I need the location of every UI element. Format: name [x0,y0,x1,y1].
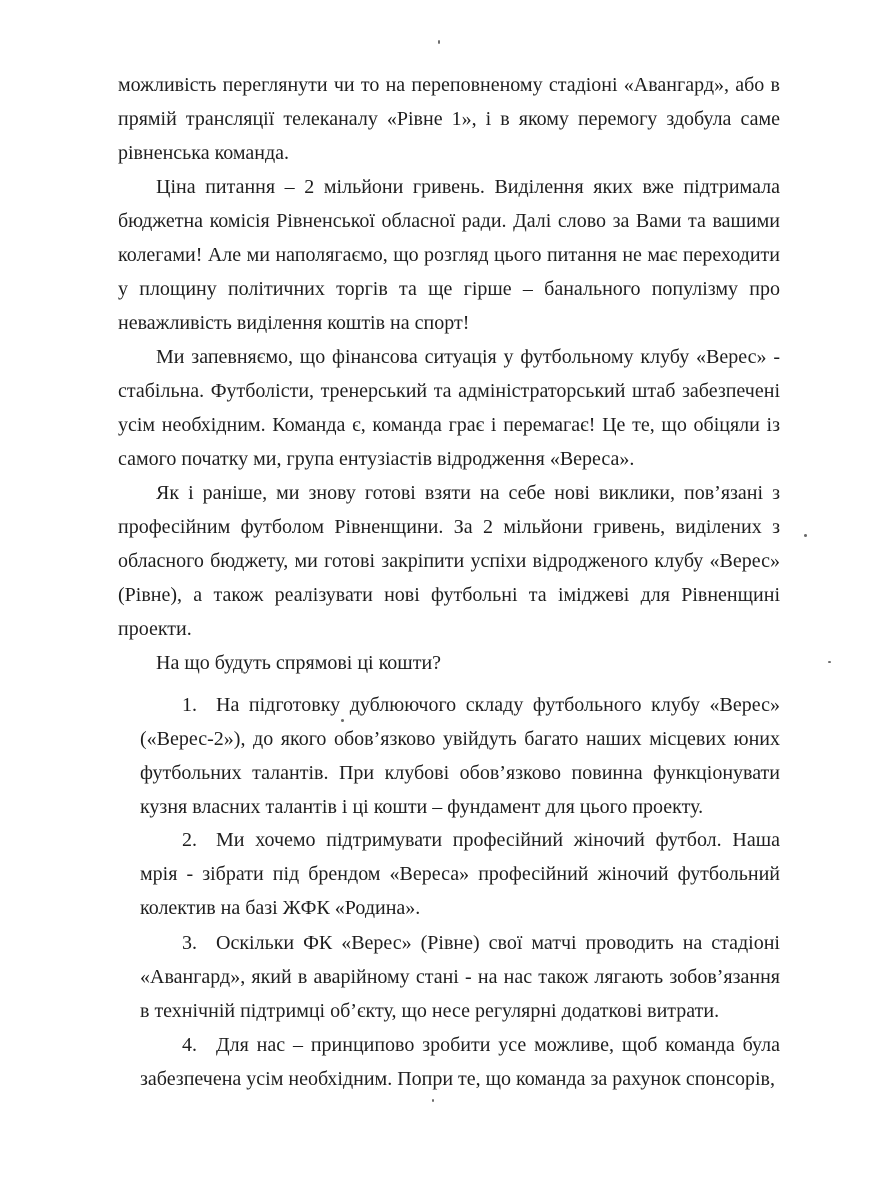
paragraph-3: Ми запевняємо, що фінансова ситуація у футбольному клубу «Верес» - стабільна. Футболісти, тренерський та адміністраторський штаб забезпечені усім необхідним. Команда є, команда грає і перемагає! Це те, що обіцяли із самого початку ми, група ентузіастів відродження «Вереса». [118,346,780,470]
scan-speck [341,719,344,722]
list-item-2 [140,823,780,925]
list-number-2: 2. [182,829,197,851]
list-number-1: 1. [182,694,197,716]
scan-speck [432,1099,434,1102]
list-item-1 [140,688,780,824]
scan-speck [828,661,831,663]
scan-speck [804,534,807,537]
paragraph-1: можливість переглянути чи то на переповненому стадіоні «Авангард», або в прямій трансляції телеканалу «Рівне 1», і в якому перемогу здобула саме рівненська команда. [118,74,780,164]
list-text-2: Ми хочемо підтримувати професійний жіночий футбол. Наша мрія - зібрати під брендом «Вереса» професійний жіночий футбольний колектив на базі ЖФК «Родина». [140,829,780,919]
question-heading: На що будуть спрямові ці кошти? [156,652,442,674]
list-number-3: 3. [182,932,197,954]
paragraph-2: Ціна питання – 2 мільйони гривень. Виділення яких вже підтримала бюджетна комісія Рівненської обласної ради. Далі слово за Вами та вашими колегами! Але ми наполягаємо, що розгляд цього питання не має переходити у площину політичних торгів та ще гірше – банального популізму про неважливість виділення коштів на спорт! [118,176,780,334]
paragraph-4: Як і раніше, ми знову готові взяти на себе нові виклики, пов’язані з професійним футболом Рівненщини. За 2 мільйони гривень, виділених з обласного бюджету, ми готові закріпити успіхи відродженого клубу «Верес» (Рівне), а також реалізувати нові футбольні та іміджеві для Рівненщині проекти. [118,482,780,640]
list-text-1: На підготовку дублюючого складу футбольного клубу «Верес» («Верес-2»), до якого обов’язково увійдуть багато наших місцевих юних футбольних талантів. При клубові обов’язково повинна функціонувати кузня власних талантів і ці кошти – фундамент для цього проекту. [140,694,780,818]
scan-speck [438,40,440,44]
list-item-4 [140,1028,780,1096]
list-text-3: Оскільки ФК «Верес» (Рівне) свої матчі проводить на стадіоні «Авангард», який в аварійному стані - на нас також лягають зобов’язання в технічній підтримці об’єкту, що несе регулярні додаткові витрати. [140,932,780,1022]
list-number-4: 4. [182,1034,197,1056]
list-item-3 [140,926,780,1028]
list-text-4: Для нас – принципово зробити усе можливе, щоб команда була забезпечена усім необхідним. Попри те, що команда за рахунок спонсорів, [140,1034,780,1090]
